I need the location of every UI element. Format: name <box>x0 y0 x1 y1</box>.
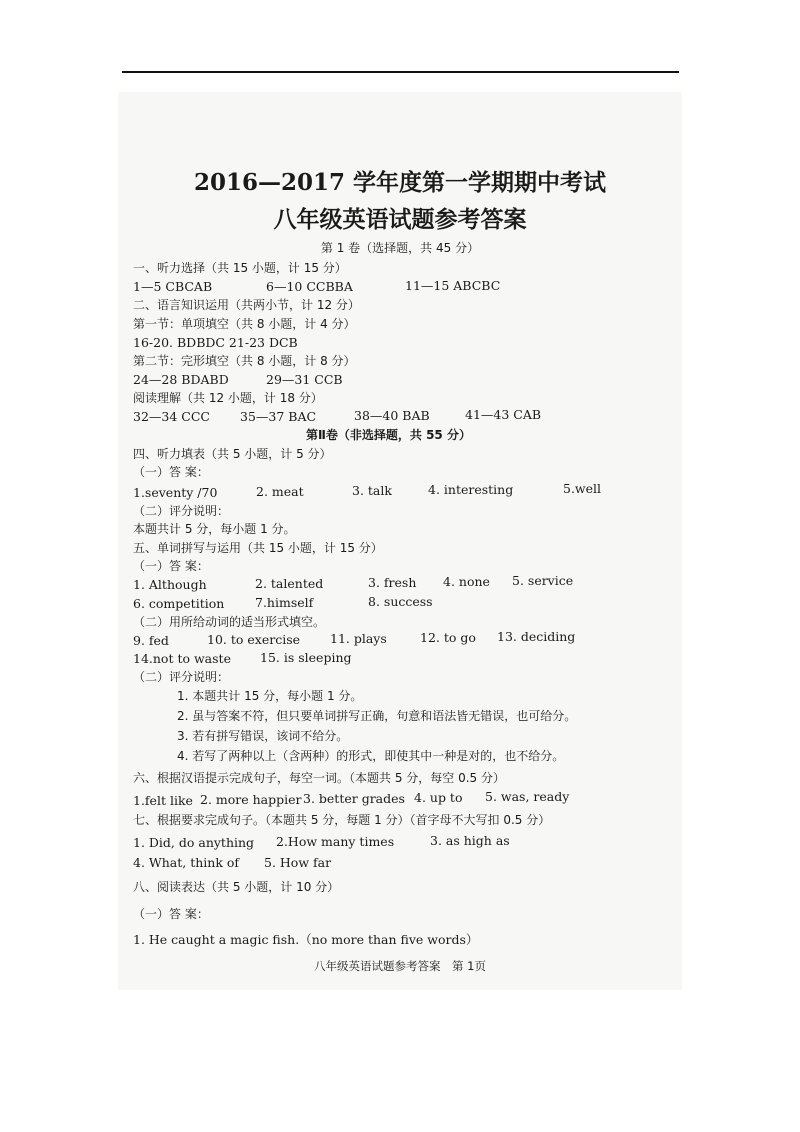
answer-item: 1. Although <box>133 577 207 592</box>
section4-heading: 四、听力填表（共 5 小题，计 5 分） <box>133 447 332 461</box>
answer-item: 2. talented <box>255 576 324 591</box>
answer-group: 24—28 BDABD <box>133 372 229 387</box>
answer-item: 15. is sleeping <box>260 650 352 665</box>
section5-heading: 五、单词拼写与运用（共 15 小题，计 15 分） <box>133 541 383 555</box>
note-text: 2. 虽与答案不符，但只要单词拼写正确，句意和语法皆无错误，也可给分。 <box>177 709 577 723</box>
answer-item: 12. to go <box>420 630 476 645</box>
answer-item: 4. What, think of <box>133 855 240 870</box>
answer-group: 32—34 CCC <box>133 409 210 424</box>
answer-group: 41—43 CAB <box>465 407 542 422</box>
answer-item: 3. talk <box>352 483 392 498</box>
section1-heading: 一、听力选择（共 15 小题，计 15 分） <box>133 261 347 275</box>
answer-item: 4. interesting <box>428 482 514 497</box>
answer-item: 11. plays <box>330 631 387 646</box>
answer-item: 2.How many times <box>276 834 395 849</box>
answer-item: 14.not to waste <box>133 651 231 666</box>
part2-header: 第Ⅱ卷（非选择题，共 55 分） <box>306 428 471 442</box>
answer-item: 5. service <box>512 573 574 588</box>
answer-item: 3. as high as <box>430 833 510 848</box>
page-subtitle: 八年级英语试题参考答案 <box>273 207 527 233</box>
answer-item: 5. How far <box>264 855 332 870</box>
section3-heading: 阅读理解（共 12 小题，计 18 分） <box>133 391 323 405</box>
note-text: 本题共计 5 分，每小题 1 分。 <box>133 522 296 536</box>
section8-heading: 八、阅读表达（共 5 小题，计 10 分） <box>133 880 340 894</box>
answer-group: 16-20. BDBDC 21-23 DCB <box>133 335 298 350</box>
answer-item: 8. success <box>368 594 433 609</box>
section2-heading: 二、语言知识运用（共两小节，计 12 分） <box>133 298 360 312</box>
answer-item: 1.felt like <box>133 793 193 808</box>
note-text: 1. 本题共计 15 分，每小题 1 分。 <box>177 689 363 703</box>
answer-item: 2. more happier <box>200 792 302 807</box>
answer-group: 1—5 CBCAB <box>133 279 213 294</box>
note-label: （二）评分说明： <box>133 504 230 518</box>
note-text: 4. 若写了两种以上（含两种）的形式，即使其中一种是对的，也不给分。 <box>177 749 565 763</box>
answer-group: 29—31 CCB <box>266 372 343 387</box>
section6-heading: 六、根据汉语提示完成句子，每空一词。（本题共 5 分，每空 0.5 分） <box>133 771 505 785</box>
answer-label: （一）答 案： <box>133 465 209 479</box>
section2-sub2-heading: 第二节：完形填空（共 8 小题，计 8 分） <box>133 354 356 368</box>
answer-label: （一）答 案： <box>133 559 209 573</box>
answer-group: 11—15 ABCBC <box>405 278 501 293</box>
answer-item: 13. deciding <box>497 629 576 644</box>
section2-sub1-heading: 第一节：单项填空（共 8 小题，计 4 分） <box>133 317 356 331</box>
answer-item: 1.seventy /70 <box>133 485 218 500</box>
page-footer: 八年级英语试题参考答案 第 1页 <box>314 959 486 973</box>
answer-item: 1. He caught a magic fish.（no more than five words） <box>133 932 479 947</box>
answer-item: 6. competition <box>133 596 225 611</box>
answer-item: 5. was, ready <box>485 789 570 804</box>
note-label: （二）评分说明： <box>133 670 230 684</box>
answer-label: （一）答 案： <box>133 907 209 921</box>
answer-item: 3. fresh <box>368 575 417 590</box>
answer-group: 38—40 BAB <box>354 408 430 423</box>
answer-item: 9. fed <box>133 633 169 648</box>
section5-sub-heading: （二）用所给动词的适当形式填空。 <box>133 615 326 629</box>
note-text: 3. 若有拼写错误，该词不给分。 <box>177 729 349 743</box>
section7-heading: 七、根据要求完成句子。（本题共 5 分，每题 1 分）（首字母不大写扣 0.5 分） <box>133 813 551 827</box>
page-title: 2016—2017 学年度第一学期期中考试 <box>193 169 607 196</box>
answer-item: 1. Did, do anything <box>133 835 255 850</box>
answer-item: 2. meat <box>256 484 304 499</box>
answer-group: 35—37 BAC <box>240 409 317 424</box>
answer-item: 3. better grades <box>303 791 405 806</box>
answer-item: 4. up to <box>414 790 463 805</box>
part1-header: 第 1 卷（选择题，共 45 分） <box>320 241 480 255</box>
answer-item: 7.himself <box>255 595 314 610</box>
answer-item: 5.well <box>563 481 602 496</box>
answer-item: 10. to exercise <box>207 632 301 647</box>
answer-item: 4. none <box>443 574 490 589</box>
answer-group: 6—10 CCBBA <box>266 279 353 294</box>
top-rule <box>122 71 679 73</box>
